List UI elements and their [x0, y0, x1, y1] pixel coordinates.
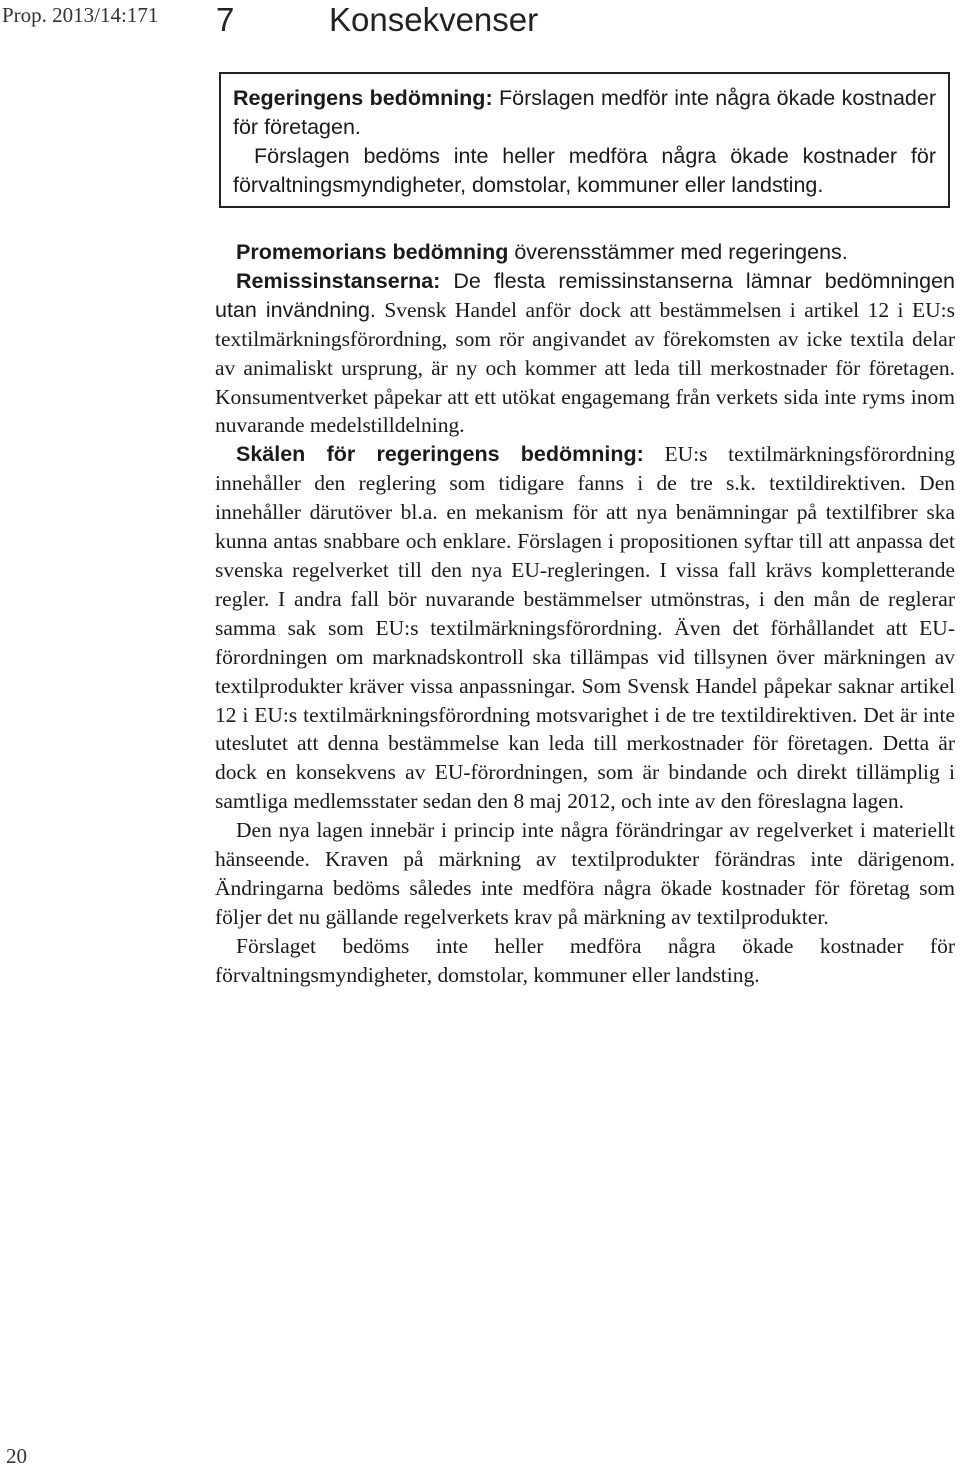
memo-assessment-paragraph — [215, 238, 955, 267]
government-assessment-label: Regeringens bedömning: — [233, 86, 493, 110]
new-law-paragraph: Den nya lagen innebär i princip inte några förändringar av regelverket i materiellt hänseende. Kraven på märkning av textilprodukter förändras inte därigenom. Ändringarna bedöms således inte medföra några ökade kostnader för företag som följer det nu gällande regelverkets krav på märkning av textilprodukter. — [215, 818, 955, 929]
chapter-title: Konsekvenser — [329, 1, 539, 38]
government-assessment-cost-paragraph: Förslagen bedöms inte heller medföra några ökade kostnader för förvaltningsmyndigheter, domstolar, kommuner eller landsting. — [233, 144, 936, 197]
reasons-text: EU:s textilmärkningsförordning innehåller den reglering som tidigare fanns i de tre s.k. textildirektiven. Den innehåller därutöver bl.a. en mekanism för att nya benämningar på textilfibrer ska kunna antas snabbare och enklare. Förslagen i propositionen syftar till att anpassa det svenska regelverket till den nya EU-regleringen. I vissa fall krävs kompletterande regler. I andra fall bör nuvarande bestämmelser utmönstras, i den mån de reglerar samma sak som EU:s textilmärkningsförordning. Även det förhållandet att EU-förordningen om marknadskontroll ska tillämpas vid tillsynen över märkningen av textilprodukter kräver vissa anpassningar. Som Svensk Handel påpekar saknar artikel 12 i EU:s textilmärkningsförordning motsvarighet i de tre textildirektiven. Det är inte uteslutet att denna bestämmelse kan leda till merkostnader för företagen. Detta är dock en konsekvens av EU-förordningen, som är bindande och direkt tillämplig i samtliga medlemsstater sedan den 8 maj 2012, och inte av den föreslagna lagen. — [215, 442, 955, 814]
reasons-paragraph — [215, 440, 955, 816]
chapter-number: 7 — [216, 1, 235, 38]
reasons-label: Skälen för regeringens bedömning: — [236, 442, 644, 467]
government-assessment-paragraph — [233, 84, 936, 142]
government-assessment-box — [219, 72, 950, 208]
memo-assessment-label: Promemorians bedömning — [236, 240, 509, 264]
government-assessment-text: Förslagen medför inte några ökade kostnader för företagen. — [233, 86, 936, 139]
consultation-paragraph — [215, 267, 955, 440]
consultation-text: Svensk Handel anför dock att bestämmelsen i artikel 12 i EU:s textilmärkningsförordning, som rör angivandet av förekomsten av icke textila delar av animaliskt ursprung, är ny och kommer att leda till merkostnader för företagen. Konsumentverket påpekar att ett utökat engagemang från verkets sida inte ryms inom nuvarande medelstilldelning. — [215, 297, 955, 438]
consultation-label: Remissinstanserna: — [236, 268, 441, 293]
page-number: 20 — [6, 1444, 27, 1468]
body-text — [215, 238, 955, 990]
authorities-paragraph: Förslaget bedöms inte heller medföra några ökade kostnader för förvaltningsmyndigheter, domstolar, kommuner eller landsting. — [215, 933, 955, 987]
consultation-summary: De flesta remissinstanserna lämnar bedömningen utan invändning. — [215, 268, 955, 322]
running-head: Prop. 2013/14:171 — [2, 3, 159, 27]
memo-assessment-text: överensstämmer med regeringens. — [508, 240, 848, 264]
